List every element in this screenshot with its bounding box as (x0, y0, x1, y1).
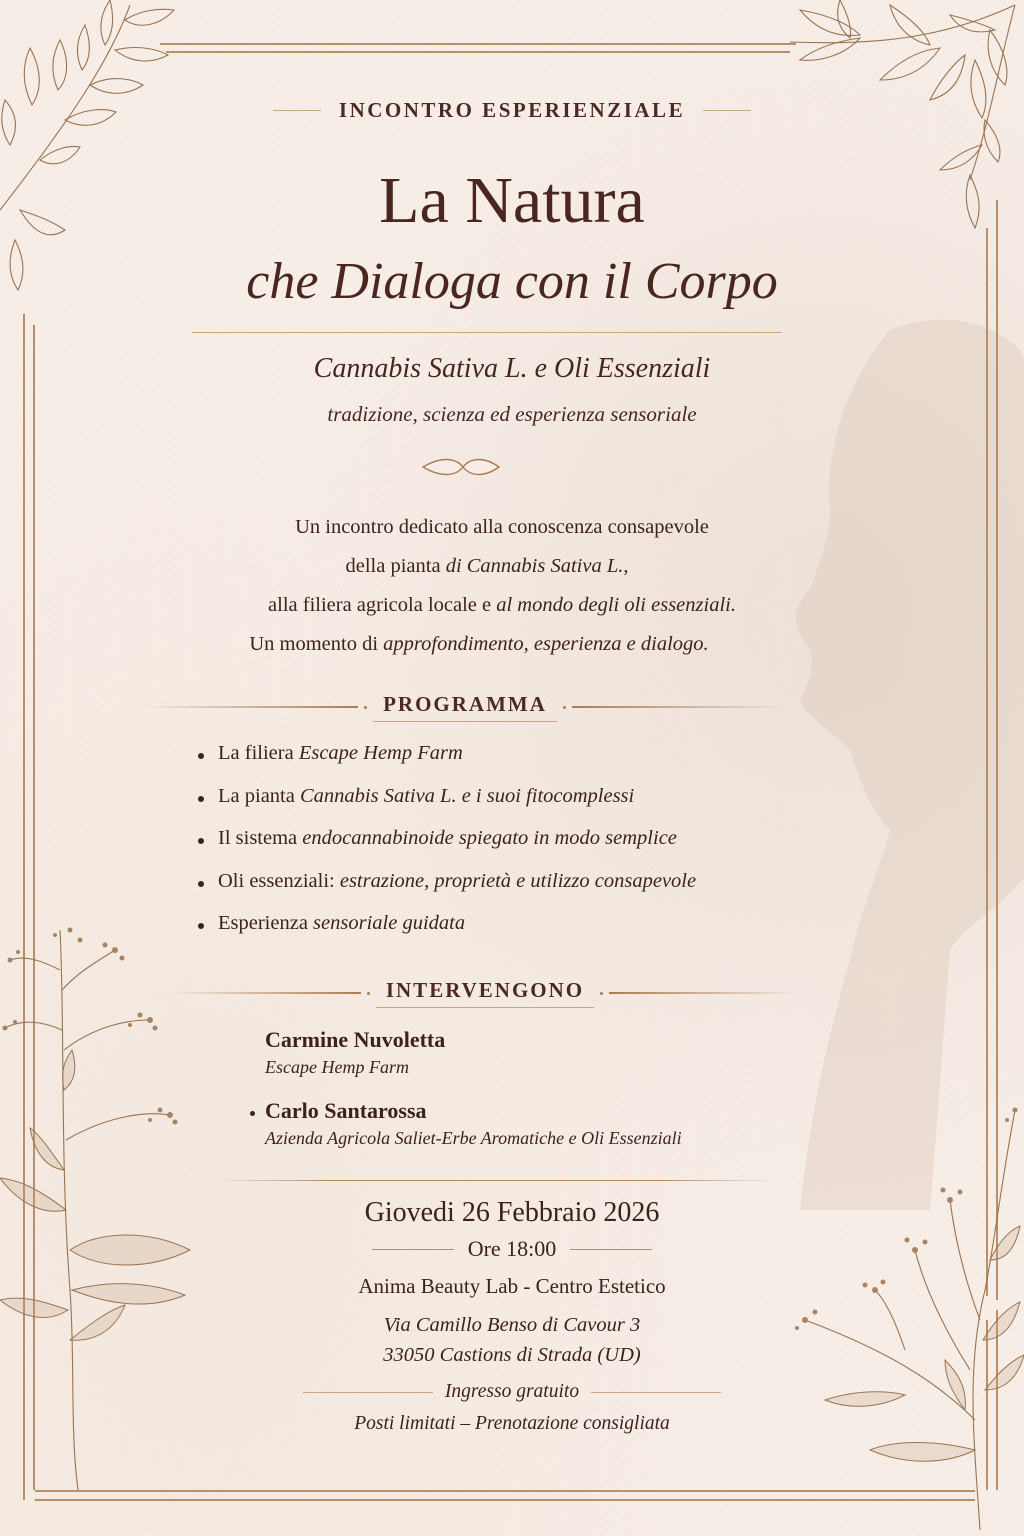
program-item-text: Esperienza (218, 912, 314, 934)
entry-row (0, 1381, 1024, 1403)
frame-top-outer (160, 43, 796, 45)
bullet-icon (198, 881, 204, 887)
program-heading-row (140, 692, 790, 722)
program-rule-right (572, 706, 787, 708)
eyebrow-rule-right (703, 110, 751, 111)
event-venue: Anima Beauty Lab - Centro Estetico (358, 1274, 666, 1298)
address-line-1: Via Camillo Benso di Cavour 3 (383, 1314, 641, 1336)
program-dot-left (364, 706, 367, 709)
program-dot-right (563, 706, 566, 709)
intro-line-3 (0, 586, 1024, 625)
speakers-dot-left (367, 992, 370, 995)
intro-paragraph (0, 508, 1024, 664)
program-item-text: Il sistema (218, 827, 303, 849)
intro-line-2-tail: , (623, 555, 629, 577)
intro-line-4 (0, 625, 1024, 664)
title-divider (192, 332, 782, 333)
speakers-rule-left (171, 992, 361, 994)
intro-line-2 (0, 547, 1024, 586)
event-time-row (0, 1236, 1024, 1262)
intro-line-4-text: Un momento di (249, 633, 384, 655)
tagline: tradizione, scienza ed esperienza sensoriale (327, 402, 697, 426)
speaker-organization: Escape Hemp Farm (265, 1057, 409, 1077)
speaker-organization: Azienda Agricola Saliet-Erbe Aromatiche e Oli Essenziali (265, 1128, 682, 1148)
bullet-icon (250, 1111, 255, 1116)
program-item (198, 827, 696, 870)
event-date: Giovedi 26 Febbraio 2026 (364, 1197, 660, 1228)
event-time: Ore 18:00 (467, 1236, 557, 1261)
event-divider (215, 1180, 775, 1181)
time-rule-right (570, 1249, 652, 1250)
program-item-italic: sensoriale guidata (313, 912, 466, 934)
subtitle: Cannabis Sativa L. e Oli Essenziali (313, 353, 711, 384)
entry-rule-left (303, 1392, 433, 1393)
program-item-text: La filiera (218, 742, 299, 764)
eyebrow-row (0, 98, 1024, 123)
program-item-text: Oli essenziali: (218, 869, 340, 892)
booking-note: Posti limitati – Prenotazione consigliata (354, 1413, 670, 1434)
program-item-italic: endocannabinoide spiegato in modo semplice (302, 827, 677, 849)
program-item (198, 785, 696, 828)
eyebrow-rule-left (273, 110, 321, 111)
speakers-heading-row (160, 978, 810, 1008)
program-item-italic: estrazione, proprietà e utilizzo consapevole (339, 869, 697, 892)
intro-line-2-text: della pianta (345, 555, 446, 577)
program-heading: PROGRAMMA (373, 692, 557, 722)
bullet-icon (198, 838, 204, 844)
time-rule-left (372, 1249, 454, 1250)
intro-line-4-italic: approfondimento, esperienza e dialogo. (383, 633, 709, 655)
bullet-icon (198, 753, 204, 759)
speakers-rule-right (609, 992, 799, 994)
eyebrow-label: INCONTRO ESPERIENZIALE (338, 98, 686, 122)
speaker-name: Carlo Santarossa (265, 1098, 427, 1123)
speaker-entry (265, 1098, 682, 1149)
program-item-text: La pianta (218, 784, 300, 807)
frame-top-inner (166, 51, 790, 53)
intro-line-3-italic: al mondo degli oli essenziali. (496, 594, 736, 616)
entry-rule-right (591, 1392, 721, 1393)
intro-line-3-text: alla filiera agricola locale e (268, 594, 497, 616)
event-address (0, 1310, 1024, 1370)
intro-line-1: Un incontro dedicato alla conoscenza consapevole (295, 516, 709, 538)
top-left-leaf-branch-icon (0, 0, 180, 300)
page-title-secondary: che Dialoga con il Corpo (246, 253, 778, 310)
program-item (198, 912, 696, 955)
speaker-name: Carmine Nuvoletta (265, 1027, 446, 1052)
intro-line-2-italic: di Cannabis Sativa L. (445, 555, 624, 577)
flourish-divider-icon (155, 455, 765, 479)
bullet-icon (198, 923, 204, 929)
program-item-italic: Escape Hemp Farm (298, 742, 463, 764)
program-item-italic: Cannabis Sativa L. e i suoi fitocomplessi (299, 784, 635, 807)
page-title: La Natura (379, 164, 645, 237)
speakers-dot-right (600, 992, 603, 995)
speakers-heading: INTERVENGONO (376, 978, 594, 1008)
address-line-2: 33050 Castions di Strada (UD) (383, 1344, 641, 1366)
bullet-icon (198, 796, 204, 802)
program-list (198, 742, 696, 955)
entry-info: Ingresso gratuito (444, 1381, 580, 1402)
speaker-entry (265, 1027, 445, 1078)
program-item (198, 870, 696, 913)
program-item (198, 742, 696, 785)
program-rule-left (143, 706, 358, 708)
